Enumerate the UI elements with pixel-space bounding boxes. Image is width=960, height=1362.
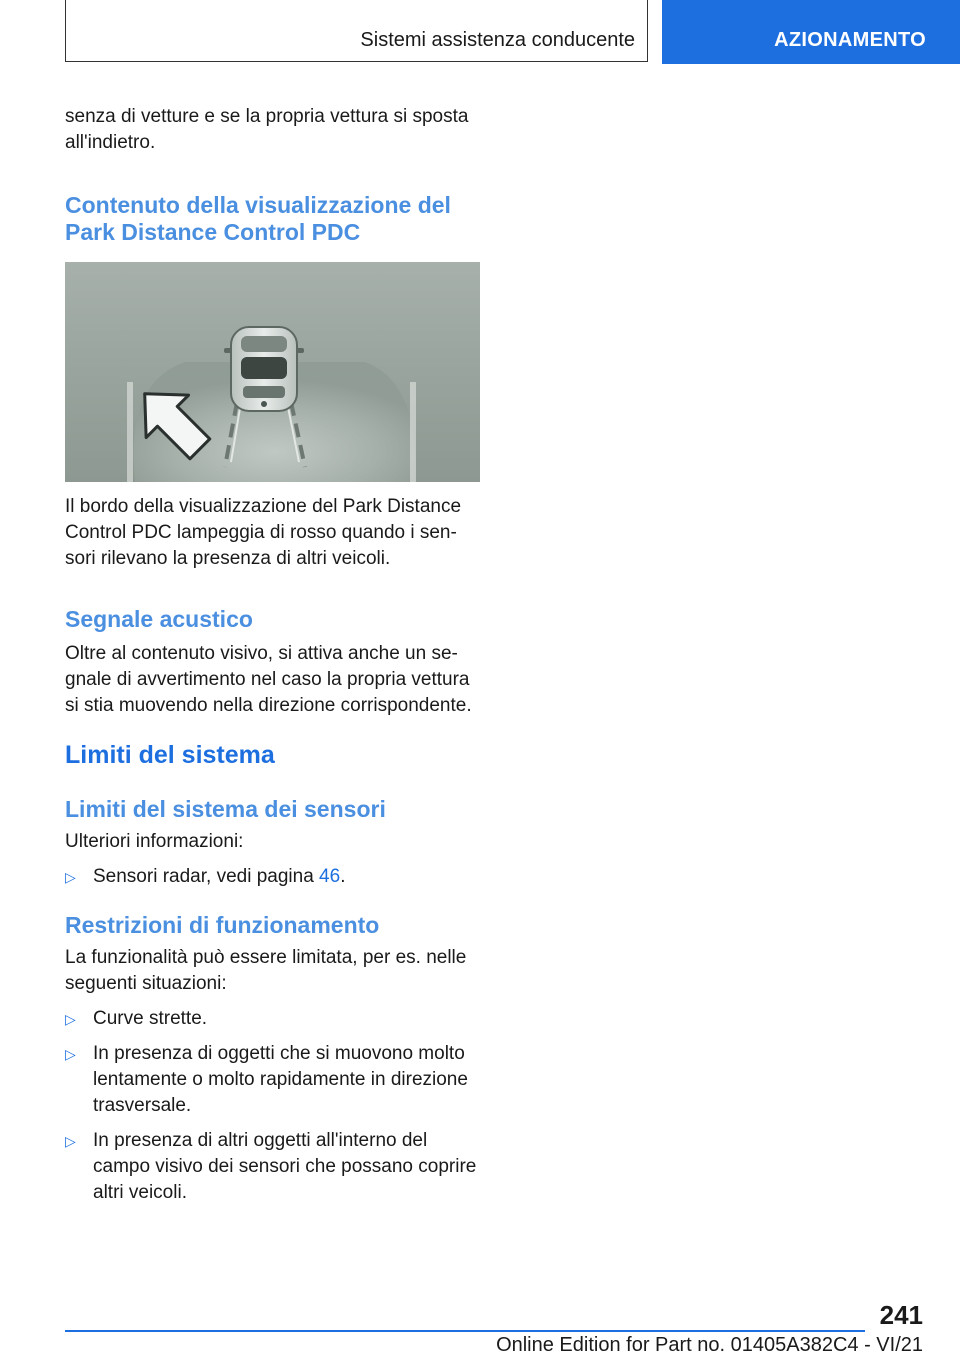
heading-pdc-line2: Park Distance Control PDC xyxy=(65,219,361,245)
restriction-text: In presenza di altri oggetti all'interno del campo visivo dei sensori che possano coprire altri veicoli. xyxy=(93,1130,477,1203)
figure-caption-block xyxy=(65,494,485,572)
restrictions-intro: La funzionalità può essere limitata, per es. nelle seguenti situazioni: xyxy=(65,947,467,994)
header-section-box xyxy=(65,0,648,62)
restriction-text: In presenza di oggetti che si muovono molto lentamente o molto rapidamente in direzione trasversale. xyxy=(93,1043,468,1116)
heading-pdc-line1: Contenuto della visualizzazione del xyxy=(65,192,451,218)
list-item xyxy=(65,1041,485,1119)
header-section-title: Sistemi assistenza conducente xyxy=(360,29,635,51)
intro-text: senza di vetture e se la propria vettura si sposta all'indietro. xyxy=(65,106,469,153)
figure-caption: Il bordo della visualizzazione del Park Distance Control PDC lampeggia di rosso quando i sen-sori rilevano la presenza di altri veicoli. xyxy=(65,496,462,569)
pdc-display-figure xyxy=(65,262,480,482)
bullet-triangle-icon: ▷ xyxy=(65,1133,76,1149)
sensor-limits-section xyxy=(65,796,485,890)
chapter-tab-label: AZIONAMENTO xyxy=(774,29,926,51)
bullet-triangle-icon: ▷ xyxy=(65,1046,76,1062)
heading-sensor-limits: Limiti del sistema dei sensori xyxy=(65,796,386,822)
radar-bullet-text: Sensori radar, vedi pagina xyxy=(93,866,314,887)
heading-pdc-block xyxy=(65,192,485,246)
acoustic-section xyxy=(65,606,485,719)
bullet-triangle-icon: ▷ xyxy=(65,869,76,885)
radar-bullet xyxy=(65,864,485,890)
footer-divider xyxy=(65,1330,865,1332)
page-number: 241 xyxy=(879,1300,923,1330)
heading-limits: Limiti del sistema xyxy=(65,741,275,769)
bullet-triangle-icon: ▷ xyxy=(65,1011,76,1027)
heading-acoustic: Segnale acustico xyxy=(65,606,253,632)
list-item xyxy=(65,1006,485,1032)
heading-restrictions: Restrizioni di funzionamento xyxy=(65,912,380,938)
list-item xyxy=(65,1128,485,1206)
footer-edition: Online Edition for Part no. 01405A382C4 - VI/21 xyxy=(496,1334,923,1356)
chapter-tab[interactable] xyxy=(662,0,960,64)
restrictions-section xyxy=(65,912,485,1206)
radar-bullet-end: . xyxy=(340,866,346,887)
intro-block xyxy=(65,104,485,156)
car-top-view-with-arrow-icon xyxy=(65,262,480,482)
acoustic-text: Oltre al contenuto visivo, si attiva anche un se-gnale di avvertimento nel caso la propria vettura si stia muovendo nella direzione corrispondente. xyxy=(65,643,472,716)
more-info-text: Ulteriori informazioni: xyxy=(65,831,244,852)
limits-section xyxy=(65,740,485,770)
restriction-text: Curve strette. xyxy=(93,1008,208,1029)
page-46-link[interactable]: 46 xyxy=(319,866,341,887)
